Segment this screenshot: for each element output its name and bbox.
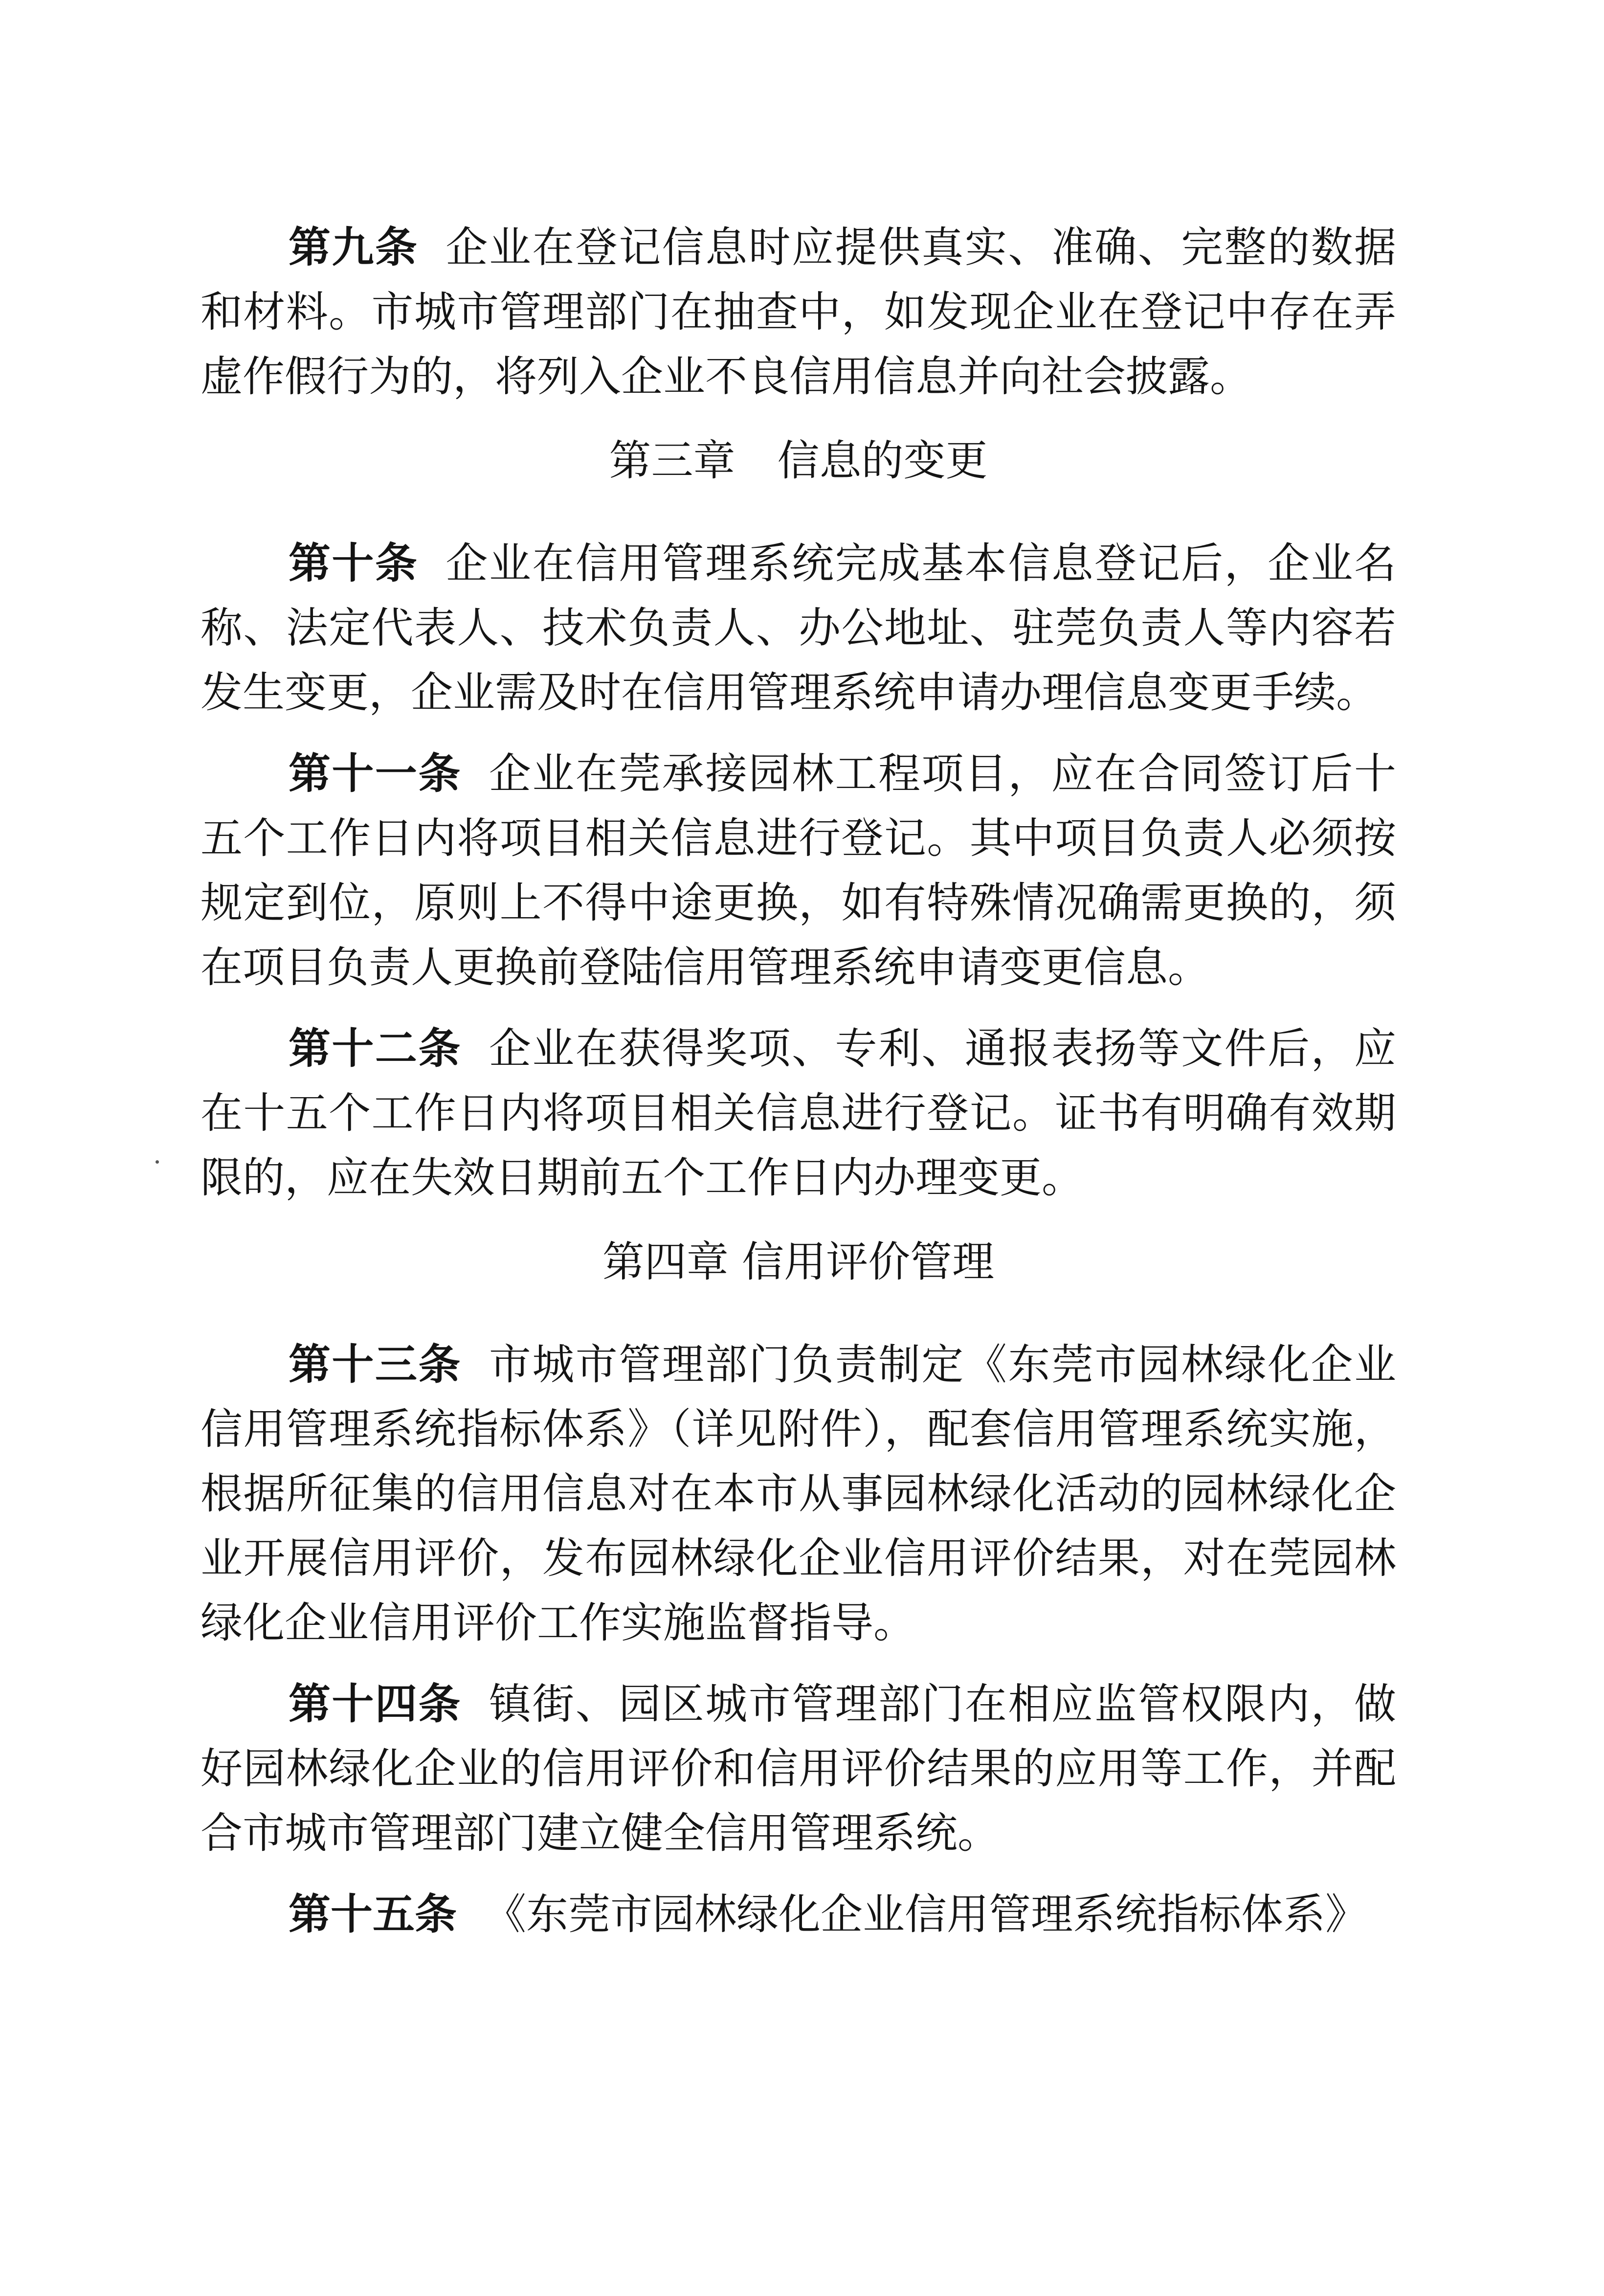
- article-label: 第十二条: [289, 1024, 462, 1073]
- article-10: [200, 531, 1396, 725]
- chapter-title: 第三章 信息的变更: [609, 436, 988, 485]
- article-15: [200, 1882, 1396, 1947]
- article-label: 第十三条: [289, 1340, 462, 1389]
- article-label: 第九条: [289, 223, 419, 272]
- article-14: [200, 1672, 1396, 1866]
- article-text: 企业在登记信息时应提供真实、准确、完整的数据和材料。市城市管理部门在抽查中，如发现企业在登记中存在弄虚作假行为的，将列入企业不良信用信息并向社会披露。: [200, 223, 1396, 401]
- article-text: 《东莞市园林绿化企业信用管理系统指标体系》: [484, 1890, 1367, 1939]
- article-13: [200, 1332, 1396, 1655]
- article-text: 企业在信用管理系统完成基本信息登记后，企业名称、法定代表人、技术负责人、办公地址、驻莞负责人等内容若发生变更，企业需及时在信用管理系统申请办理信息变更手续。: [200, 539, 1396, 717]
- article-9: [200, 215, 1396, 409]
- chapter-title: 第四章 信用评价管理: [602, 1238, 995, 1286]
- article-label: 第十条: [289, 539, 419, 588]
- article-11: [200, 742, 1396, 1000]
- article-text: 镇街、园区城市管理部门在相应监管权限内，做好园林绿化企业的信用评价和信用评价结果的应用等工作，并配合市城市管理部门建立健全信用管理系统。: [200, 1680, 1397, 1858]
- article-label: 第十五条: [289, 1890, 457, 1939]
- article-text: 市城市管理部门负责制定《东莞市园林绿化企业信用管理系统指标体系》（详见附件），配套信用管理系统实施，根据所征集的信用信息对在本市从事园林绿化活动的园林绿化企业开展信用评价，发布园林绿化企业信用评价结果，对在莞园林绿化企业信用评价工作实施监督指导。: [200, 1340, 1397, 1647]
- article-12: [200, 1016, 1396, 1210]
- article-label: 第十一条: [289, 749, 462, 798]
- article-text: 企业在获得奖项、专利、通报表扬等文件后，应在十五个工作日内将项目相关信息进行登记。证书有明确有效期限的，应在失效日期前五个工作日内办理变更。: [200, 1024, 1397, 1202]
- document-page: [200, 215, 1396, 1947]
- article-label: 第十四条: [289, 1680, 462, 1729]
- scan-speck: [156, 1160, 159, 1164]
- article-text: 企业在莞承接园林工程项目，应在合同签订后十五个工作日内将项目相关信息进行登记。其中项目负责人必须按规定到位，原则上不得中途更换，如有特殊情况确需更换的，须在项目负责人更换前登陆信用管理系统申请变更信息。: [200, 749, 1397, 992]
